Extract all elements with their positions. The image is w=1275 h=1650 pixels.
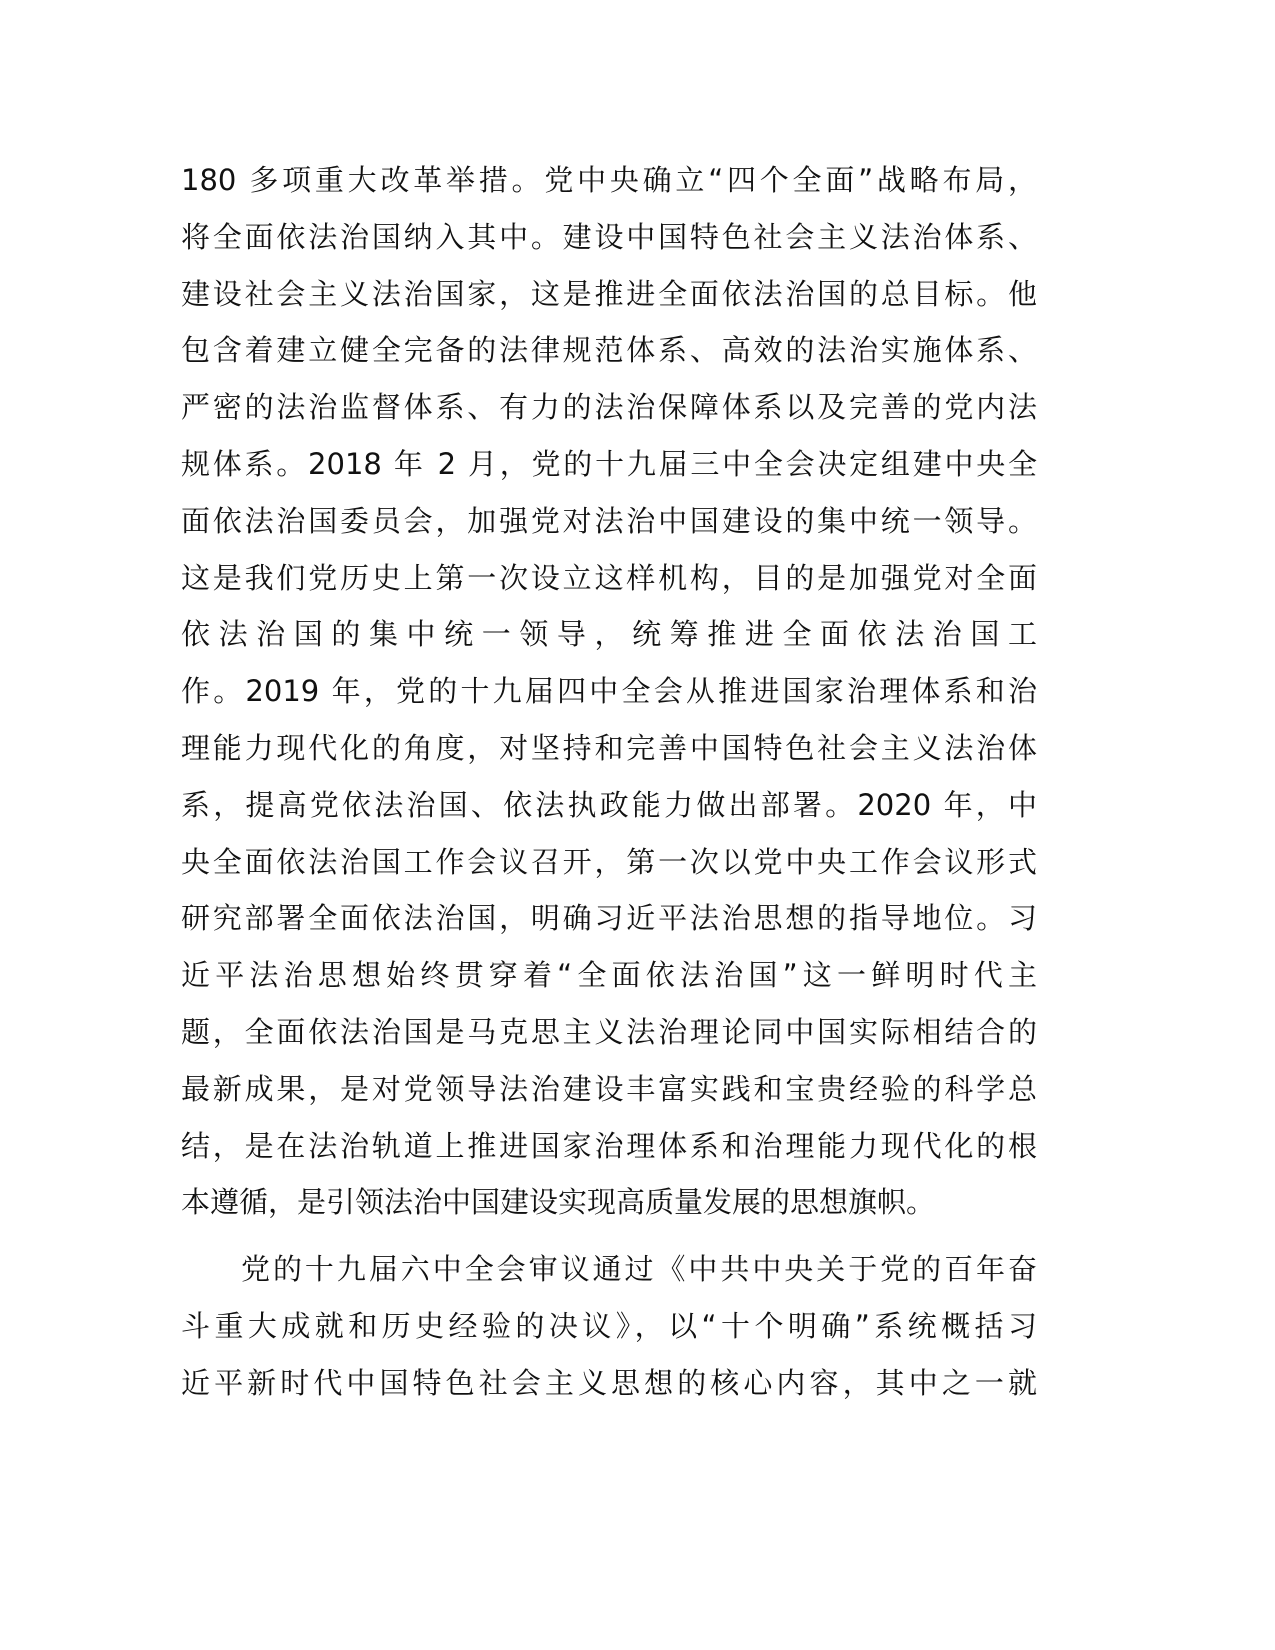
text-line: 近平法治思想始终贯穿着“全面依法治国”这一鲜明时代主 <box>181 958 1037 993</box>
text-line: 结，是在法治轨道上推进国家治理体系和治理能力现代化的根 <box>181 1128 1037 1163</box>
text-line: 将全面依法治国纳入其中。建设中国特色社会主义法治体系、 <box>181 219 1037 254</box>
text-line: 建设社会主义法治国家，这是推进全面依法治国的总目标。他 <box>181 276 1037 311</box>
text-line: 依法治国的集中统一领导，统筹推进全面依法治国工 <box>181 617 1037 652</box>
paragraph-spacing <box>181 1231 1037 1241</box>
text-line: 严密的法治监督体系、有力的法治保障体系以及完善的党内法 <box>181 390 1037 425</box>
text-line: 党的十九届六中全会审议通过《中共中央关于党的百年奋 <box>241 1252 1037 1287</box>
text-line: 近平新时代中国特色社会主义思想的核心内容，其中之一就 <box>181 1365 1037 1400</box>
text-line: 面依法治国委员会，加强党对法治中国建设的集中统一领导。 <box>181 503 1037 538</box>
text-line: 研究部署全面依法治国，明确习近平法治思想的指导地位。习 <box>181 901 1037 936</box>
text-line: 题，全面依法治国是马克思主义法治理论同中国实际相结合的 <box>181 1014 1037 1049</box>
paragraph-1 <box>181 152 1037 1231</box>
text-line: 本遵循，是引领法治中国建设实现高质量发展的思想旗帜。 <box>181 1185 936 1220</box>
text-line: 180 多项重大改革举措。党中央确立“四个全面”战略布局， <box>181 163 1037 197</box>
text-line: 作。2019 年，党的十九届四中全会从推进国家治理体系和治 <box>181 674 1037 709</box>
paragraph-2 <box>181 1241 1037 1411</box>
text-line: 这是我们党历史上第一次设立这样机构，目的是加强党对全面 <box>181 560 1037 595</box>
text-line: 系，提高党依法治国、依法执政能力做出部署。2020 年，中 <box>181 787 1037 822</box>
body-text <box>181 152 1037 1412</box>
text-line: 规体系。2018 年 2 月，党的十九届三中全会决定组建中央全 <box>181 446 1037 481</box>
text-line: 理能力现代化的角度，对坚持和完善中国特色社会主义法治体 <box>181 730 1037 765</box>
text-line: 斗重大成就和历史经验的决议》，以“十个明确”系统概括习 <box>181 1308 1037 1343</box>
text-line: 包含着建立健全完备的法律规范体系、高效的法治实施体系、 <box>181 333 1037 368</box>
text-line: 央全面依法治国工作会议召开，第一次以党中央工作会议形式 <box>181 844 1037 879</box>
text-line: 最新成果，是对党领导法治建设丰富实践和宝贵经验的科学总 <box>181 1071 1037 1106</box>
